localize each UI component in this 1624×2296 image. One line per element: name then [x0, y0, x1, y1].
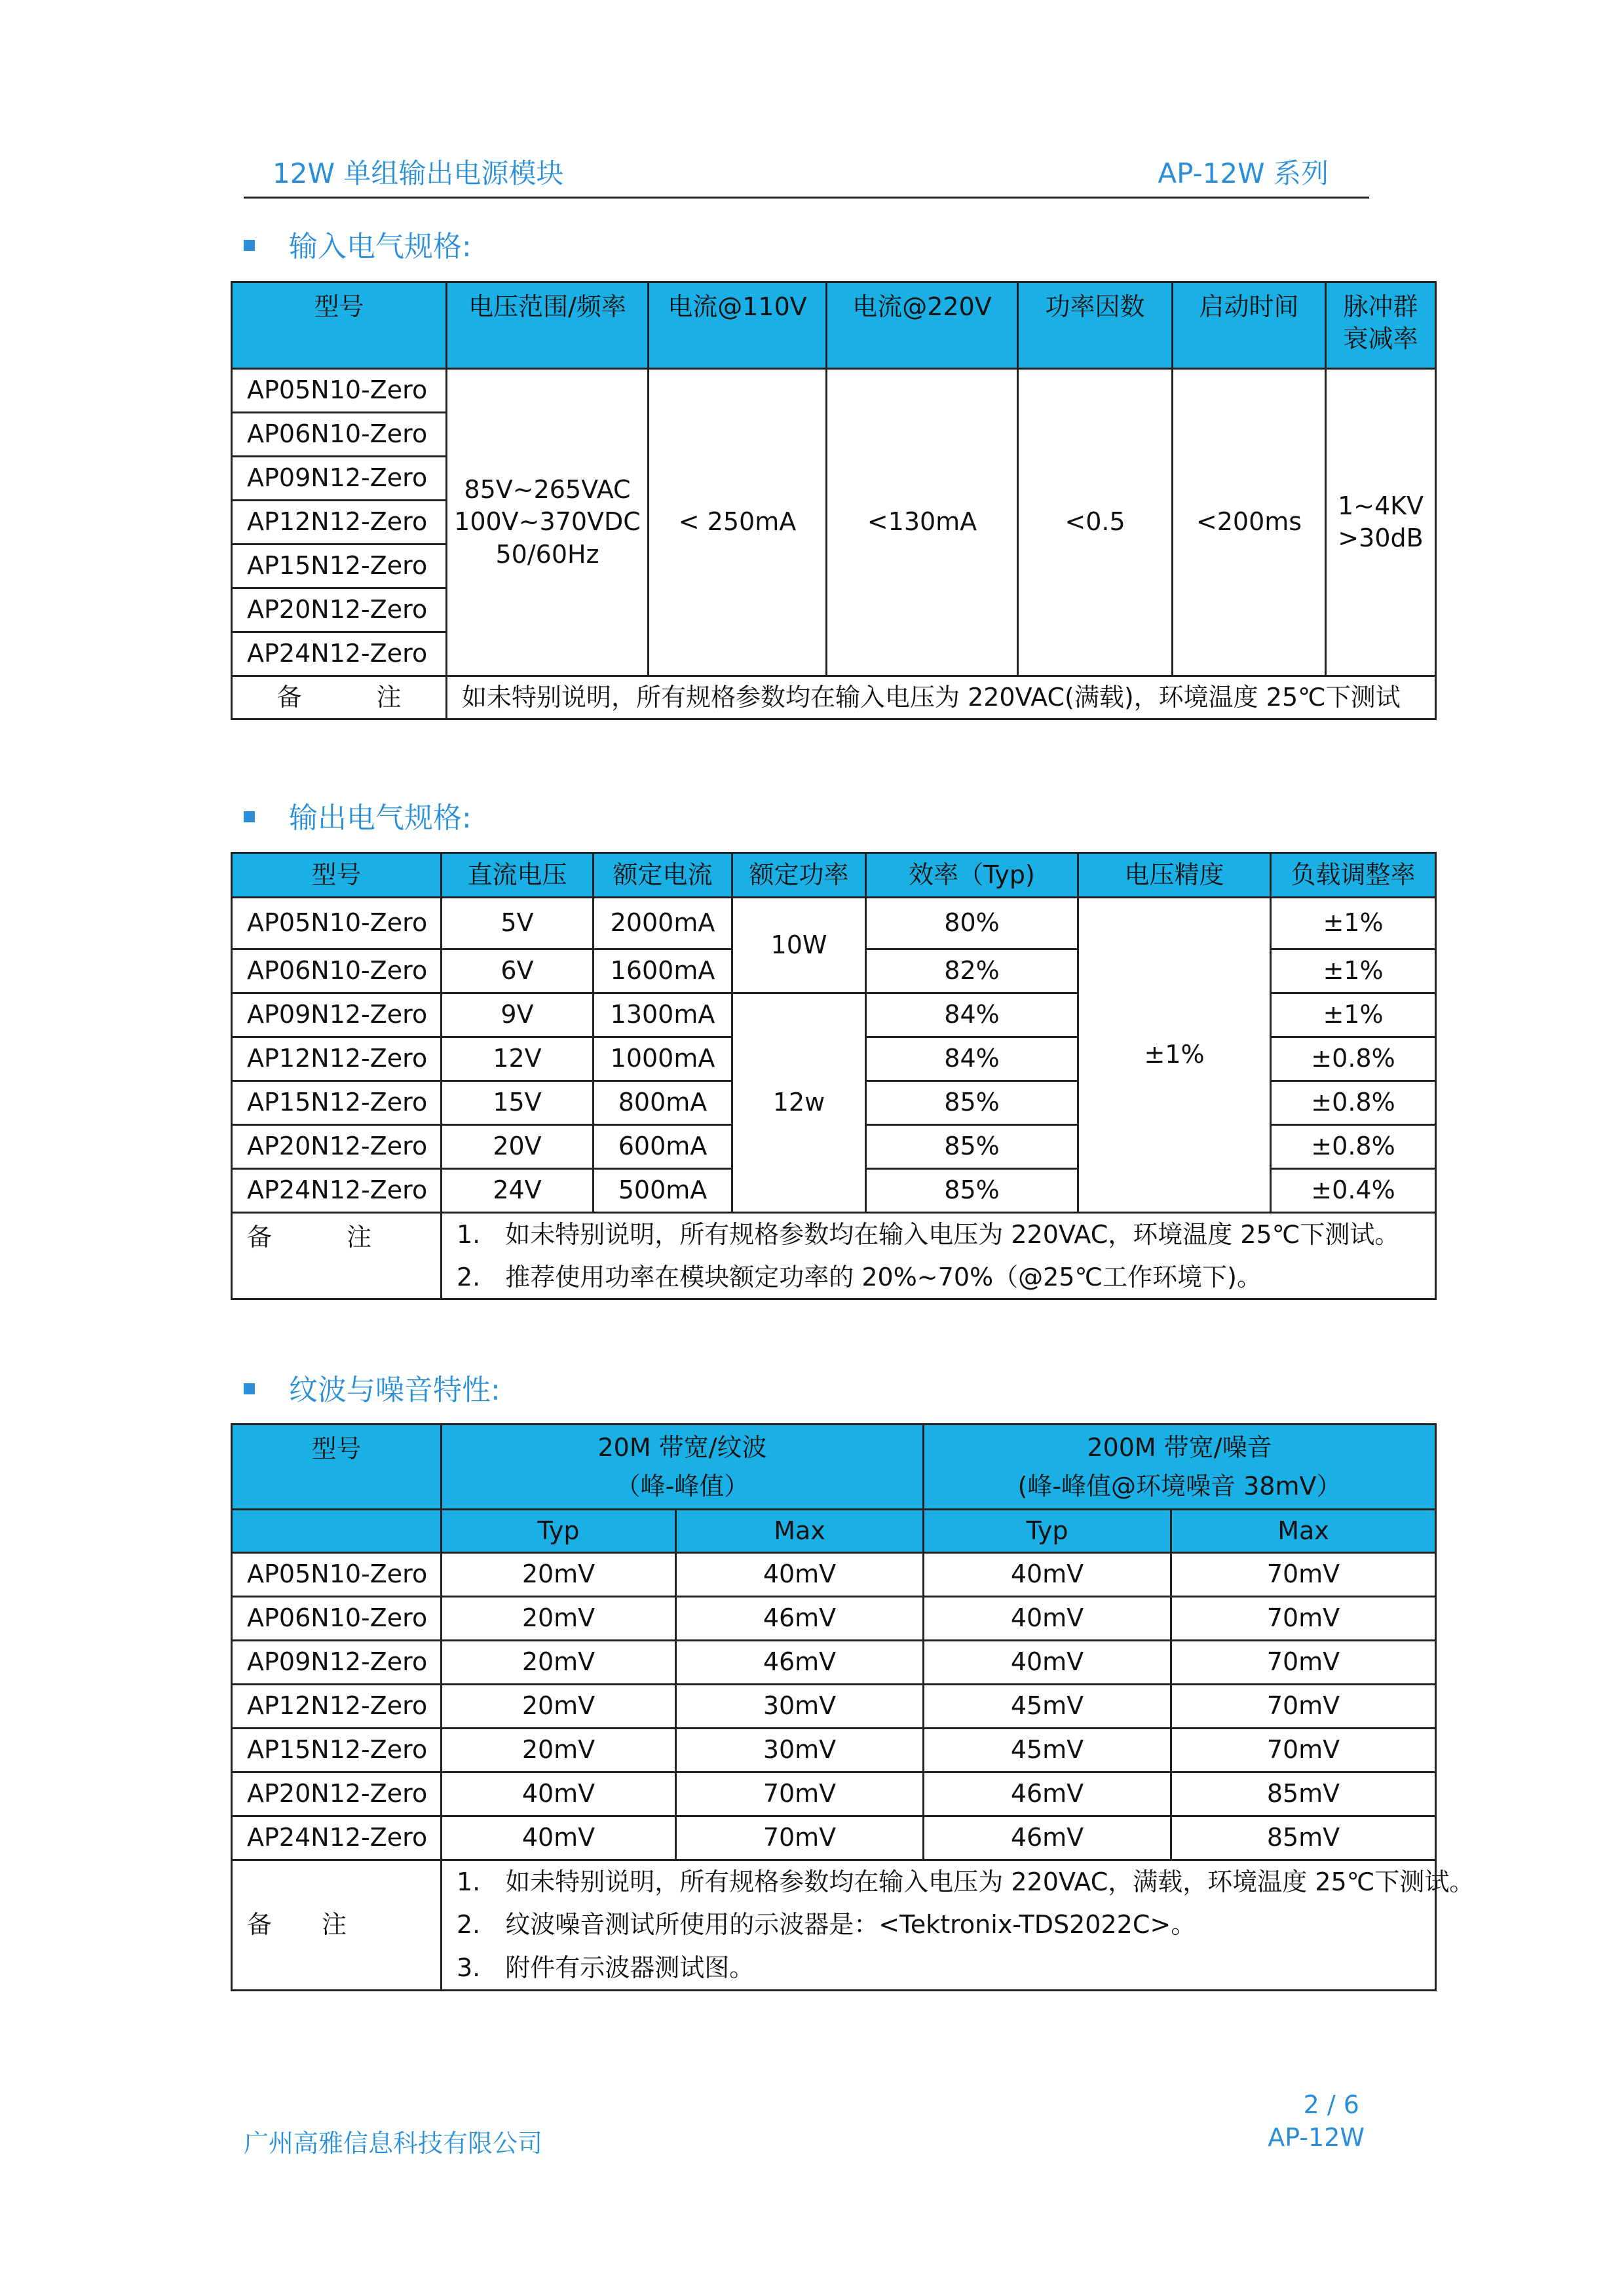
col-subheader: Max: [676, 1510, 924, 1553]
section-output-title: 输出电气规格:: [244, 794, 472, 836]
footer-series: AP-12W: [1268, 2123, 1365, 2152]
load-regulation-cell: ±1%: [1271, 898, 1436, 949]
ripple-max-cell: 70mV: [676, 1772, 924, 1816]
noise-typ-cell: 45mV: [924, 1729, 1171, 1772]
footer-page-number: 2 / 6: [1303, 2090, 1359, 2119]
header-title: 12W 单组输出电源模块: [273, 157, 564, 189]
voltage-range-cell: 85V~265VAC 100V~370VDC 50/60Hz: [447, 369, 649, 676]
col-header: 额定电流: [594, 853, 732, 898]
noise-max-cell: 70mV: [1171, 1685, 1436, 1729]
table-row: [232, 1685, 1436, 1729]
note-label: 备 注: [232, 676, 447, 719]
model-cell: AP24N12-Zero: [232, 632, 447, 676]
current-cell: 1600mA: [594, 949, 732, 993]
col-header: 型号: [232, 1425, 442, 1510]
col-header: 额定功率: [732, 853, 866, 898]
current-cell: 1300mA: [594, 993, 732, 1037]
section-input-title: 输入电气规格:: [244, 223, 472, 265]
table-row: [232, 898, 1436, 949]
current-110-cell: < 250mA: [649, 369, 827, 676]
noise-max-cell: 85mV: [1171, 1772, 1436, 1816]
noise-max-cell: 70mV: [1171, 1729, 1436, 1772]
col-header: 电流@110V: [649, 282, 827, 369]
load-regulation-cell: ±0.8%: [1271, 1125, 1436, 1169]
bullet-square-icon: [244, 1383, 255, 1394]
ripple-max-cell: 46mV: [676, 1597, 924, 1641]
col-header: 型号: [232, 282, 447, 369]
efficiency-cell: 84%: [866, 1037, 1078, 1081]
power-factor-cell: <0.5: [1018, 369, 1173, 676]
load-regulation-cell: ±1%: [1271, 993, 1436, 1037]
col-header-noise: 200M 带宽/噪音 (峰-峰值@环境噪音 38mV）: [924, 1425, 1436, 1510]
ripple-typ-cell: 20mV: [442, 1729, 676, 1772]
table-header-row: [232, 282, 1436, 369]
model-cell: AP09N12-Zero: [232, 1641, 442, 1685]
col-header: 脉冲群 衰减率: [1326, 282, 1436, 369]
startup-time-cell: <200ms: [1173, 369, 1326, 676]
note-label: 备 注: [232, 1213, 442, 1299]
ripple-max-cell: 30mV: [676, 1729, 924, 1772]
voltage-cell: 12V: [442, 1037, 594, 1081]
model-cell: AP09N12-Zero: [232, 457, 447, 501]
col-subheader: Max: [1171, 1510, 1436, 1553]
current-cell: 800mA: [594, 1081, 732, 1125]
rated-power-cell: 12w: [732, 993, 866, 1213]
noise-max-cell: 70mV: [1171, 1597, 1436, 1641]
ripple-max-cell: 46mV: [676, 1641, 924, 1685]
note-row: [232, 1213, 1436, 1299]
model-cell: AP20N12-Zero: [232, 1125, 442, 1169]
noise-typ-cell: 46mV: [924, 1772, 1171, 1816]
table-row: [232, 1597, 1436, 1641]
model-cell: AP12N12-Zero: [232, 501, 447, 545]
efficiency-cell: 84%: [866, 993, 1078, 1037]
ripple-typ-cell: 40mV: [442, 1816, 676, 1860]
noise-typ-cell: 40mV: [924, 1553, 1171, 1597]
note-label: 备 注: [232, 1860, 442, 1991]
efficiency-cell: 85%: [866, 1125, 1078, 1169]
voltage-cell: 24V: [442, 1169, 594, 1213]
model-cell: AP20N12-Zero: [232, 1772, 442, 1816]
table-row: [232, 1816, 1436, 1860]
col-header: 负载调整率: [1271, 853, 1436, 898]
model-cell: AP12N12-Zero: [232, 1037, 442, 1081]
voltage-cell: 20V: [442, 1125, 594, 1169]
col-subheader: Typ: [924, 1510, 1171, 1553]
note-text: 1. 如未特别说明，所有规格参数均在输入电压为 220VAC，满载，环境温度 25℃下测试。 2. 纹波噪音测试所使用的示波器是：<Tektronix-TDS2022C>。 3. 附件有示波器测试图。: [442, 1860, 1436, 1991]
col-header-ripple: 20M 带宽/纹波 （峰-峰值）: [442, 1425, 924, 1510]
col-header: 直流电压: [442, 853, 594, 898]
noise-max-cell: 70mV: [1171, 1553, 1436, 1597]
model-cell: AP05N10-Zero: [232, 1553, 442, 1597]
output-spec-table: [231, 852, 1437, 1300]
ripple-max-cell: 40mV: [676, 1553, 924, 1597]
voltage-accuracy-cell: ±1%: [1078, 898, 1271, 1213]
table-row: [232, 369, 1436, 413]
header-series: AP-12W 系列: [1158, 157, 1329, 189]
efficiency-cell: 80%: [866, 898, 1078, 949]
table-header-row: [232, 1425, 1436, 1510]
efficiency-cell: 85%: [866, 1081, 1078, 1125]
note-text: 1. 如未特别说明，所有规格参数均在输入电压为 220VAC，环境温度 25℃下测试。 2. 推荐使用功率在模块额定功率的 20%~70%（@25℃工作环境下)。: [442, 1213, 1436, 1299]
rated-power-cell: 10W: [732, 898, 866, 993]
ripple-noise-table: [231, 1423, 1475, 1991]
col-subheader: Typ: [442, 1510, 676, 1553]
noise-max-cell: 85mV: [1171, 1816, 1436, 1860]
model-cell: AP15N12-Zero: [232, 1081, 442, 1125]
current-cell: 500mA: [594, 1169, 732, 1213]
model-cell: AP06N10-Zero: [232, 949, 442, 993]
col-header: 电流@220V: [827, 282, 1018, 369]
page-header: [244, 149, 1369, 199]
table-header-row: [232, 853, 1436, 898]
note-row: [232, 676, 1436, 719]
note-row: [232, 1860, 1436, 1991]
burst-cell: 1~4KV >30dB: [1326, 369, 1436, 676]
current-cell: 1000mA: [594, 1037, 732, 1081]
model-cell: AP05N10-Zero: [232, 369, 447, 413]
ripple-typ-cell: 20mV: [442, 1685, 676, 1729]
noise-typ-cell: 45mV: [924, 1685, 1171, 1729]
input-spec-table: [231, 281, 1437, 720]
table-row: [232, 1553, 1436, 1597]
noise-typ-cell: 46mV: [924, 1816, 1171, 1860]
table-row: [232, 1772, 1436, 1816]
noise-typ-cell: 40mV: [924, 1641, 1171, 1685]
ripple-max-cell: 70mV: [676, 1816, 924, 1860]
model-cell: AP12N12-Zero: [232, 1685, 442, 1729]
ripple-typ-cell: 40mV: [442, 1772, 676, 1816]
col-header: 功率因数: [1018, 282, 1173, 369]
col-header: 启动时间: [1173, 282, 1326, 369]
ripple-max-cell: 30mV: [676, 1685, 924, 1729]
model-cell: AP05N10-Zero: [232, 898, 442, 949]
load-regulation-cell: ±1%: [1271, 949, 1436, 993]
load-regulation-cell: ±0.8%: [1271, 1081, 1436, 1125]
ripple-typ-cell: 20mV: [442, 1597, 676, 1641]
model-cell: AP15N12-Zero: [232, 1729, 442, 1772]
col-header: 电压精度: [1078, 853, 1271, 898]
model-cell: AP24N12-Zero: [232, 1816, 442, 1860]
model-cell: AP15N12-Zero: [232, 545, 447, 588]
voltage-cell: 9V: [442, 993, 594, 1037]
note-text: 如未特别说明，所有规格参数均在输入电压为 220VAC(满载)，环境温度 25℃下测试: [447, 676, 1436, 719]
table-row: [232, 1641, 1436, 1685]
col-header-empty: [232, 1510, 442, 1553]
col-header: 电压范围/频率: [447, 282, 649, 369]
model-cell: AP09N12-Zero: [232, 993, 442, 1037]
model-cell: AP24N12-Zero: [232, 1169, 442, 1213]
table-row: [232, 1729, 1436, 1772]
col-header: 效率（Typ): [866, 853, 1078, 898]
model-cell: AP06N10-Zero: [232, 413, 447, 457]
current-cell: 2000mA: [594, 898, 732, 949]
efficiency-cell: 82%: [866, 949, 1078, 993]
ripple-typ-cell: 20mV: [442, 1553, 676, 1597]
footer-company: 广州高雅信息科技有限公司: [244, 2129, 543, 2158]
bullet-square-icon: [244, 811, 255, 822]
table-subheader-row: [232, 1510, 1436, 1553]
ripple-typ-cell: 20mV: [442, 1641, 676, 1685]
voltage-cell: 6V: [442, 949, 594, 993]
bullet-square-icon: [244, 240, 255, 251]
noise-typ-cell: 40mV: [924, 1597, 1171, 1641]
voltage-cell: 5V: [442, 898, 594, 949]
model-cell: AP06N10-Zero: [232, 1597, 442, 1641]
model-cell: AP20N12-Zero: [232, 588, 447, 632]
noise-max-cell: 70mV: [1171, 1641, 1436, 1685]
voltage-cell: 15V: [442, 1081, 594, 1125]
section-ripple-title: 纹波与噪音特性:: [244, 1366, 500, 1408]
efficiency-cell: 85%: [866, 1169, 1078, 1213]
load-regulation-cell: ±0.4%: [1271, 1169, 1436, 1213]
load-regulation-cell: ±0.8%: [1271, 1037, 1436, 1081]
current-cell: 600mA: [594, 1125, 732, 1169]
current-220-cell: <130mA: [827, 369, 1018, 676]
col-header: 型号: [232, 853, 442, 898]
